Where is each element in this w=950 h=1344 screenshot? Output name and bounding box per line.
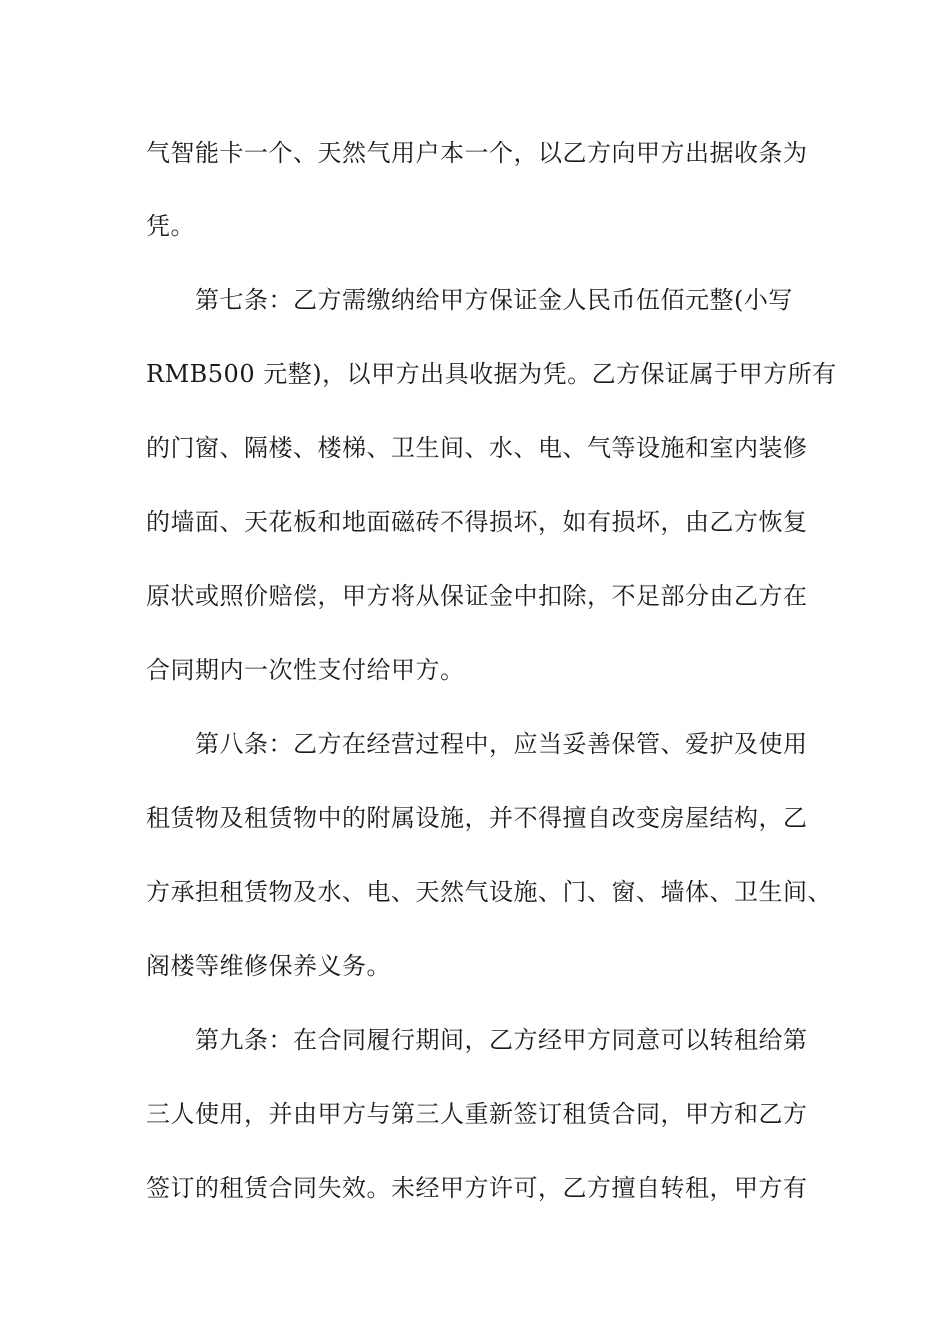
- text-line: 第九条：在合同履行期间，乙方经甲方同意可以转租给第: [146, 1026, 808, 1054]
- text-line: 气智能卡一个、天然气用户本一个，以乙方向甲方出据收条为: [146, 139, 808, 167]
- text-line: 阁楼等维修保养义务。: [146, 952, 391, 980]
- text-line: 的门窗、隔楼、楼梯、卫生间、水、电、气等设施和室内装修: [146, 434, 808, 462]
- text-line: 原状或照价赔偿，甲方将从保证金中扣除，不足部分由乙方在: [146, 582, 808, 610]
- text-line: 方承担租赁物及水、电、天然气设施、门、窗、墙体、卫生间、: [146, 878, 832, 906]
- text-line: 签订的租赁合同失效。未经甲方许可，乙方擅自转租，甲方有: [146, 1174, 808, 1202]
- text-line: 第八条：乙方在经营过程中，应当妥善保管、爱护及使用: [146, 730, 808, 758]
- text-line: 的墙面、天花板和地面磁砖不得损坏，如有损坏，由乙方恢复: [146, 508, 808, 536]
- text-line: RMB500 元整)，以甲方出具收据为凭。乙方保证属于甲方所有: [146, 360, 837, 388]
- text-line: 三人使用，并由甲方与第三人重新签订租赁合同，甲方和乙方: [146, 1100, 808, 1128]
- text-line: 第七条：乙方需缴纳给甲方保证金人民币伍佰元整(小写: [146, 286, 793, 314]
- text-line: 凭。: [146, 212, 195, 240]
- text-line: 合同期内一次性支付给甲方。: [146, 656, 465, 684]
- text-line: 租赁物及租赁物中的附属设施，并不得擅自改变房屋结构，乙: [146, 804, 808, 832]
